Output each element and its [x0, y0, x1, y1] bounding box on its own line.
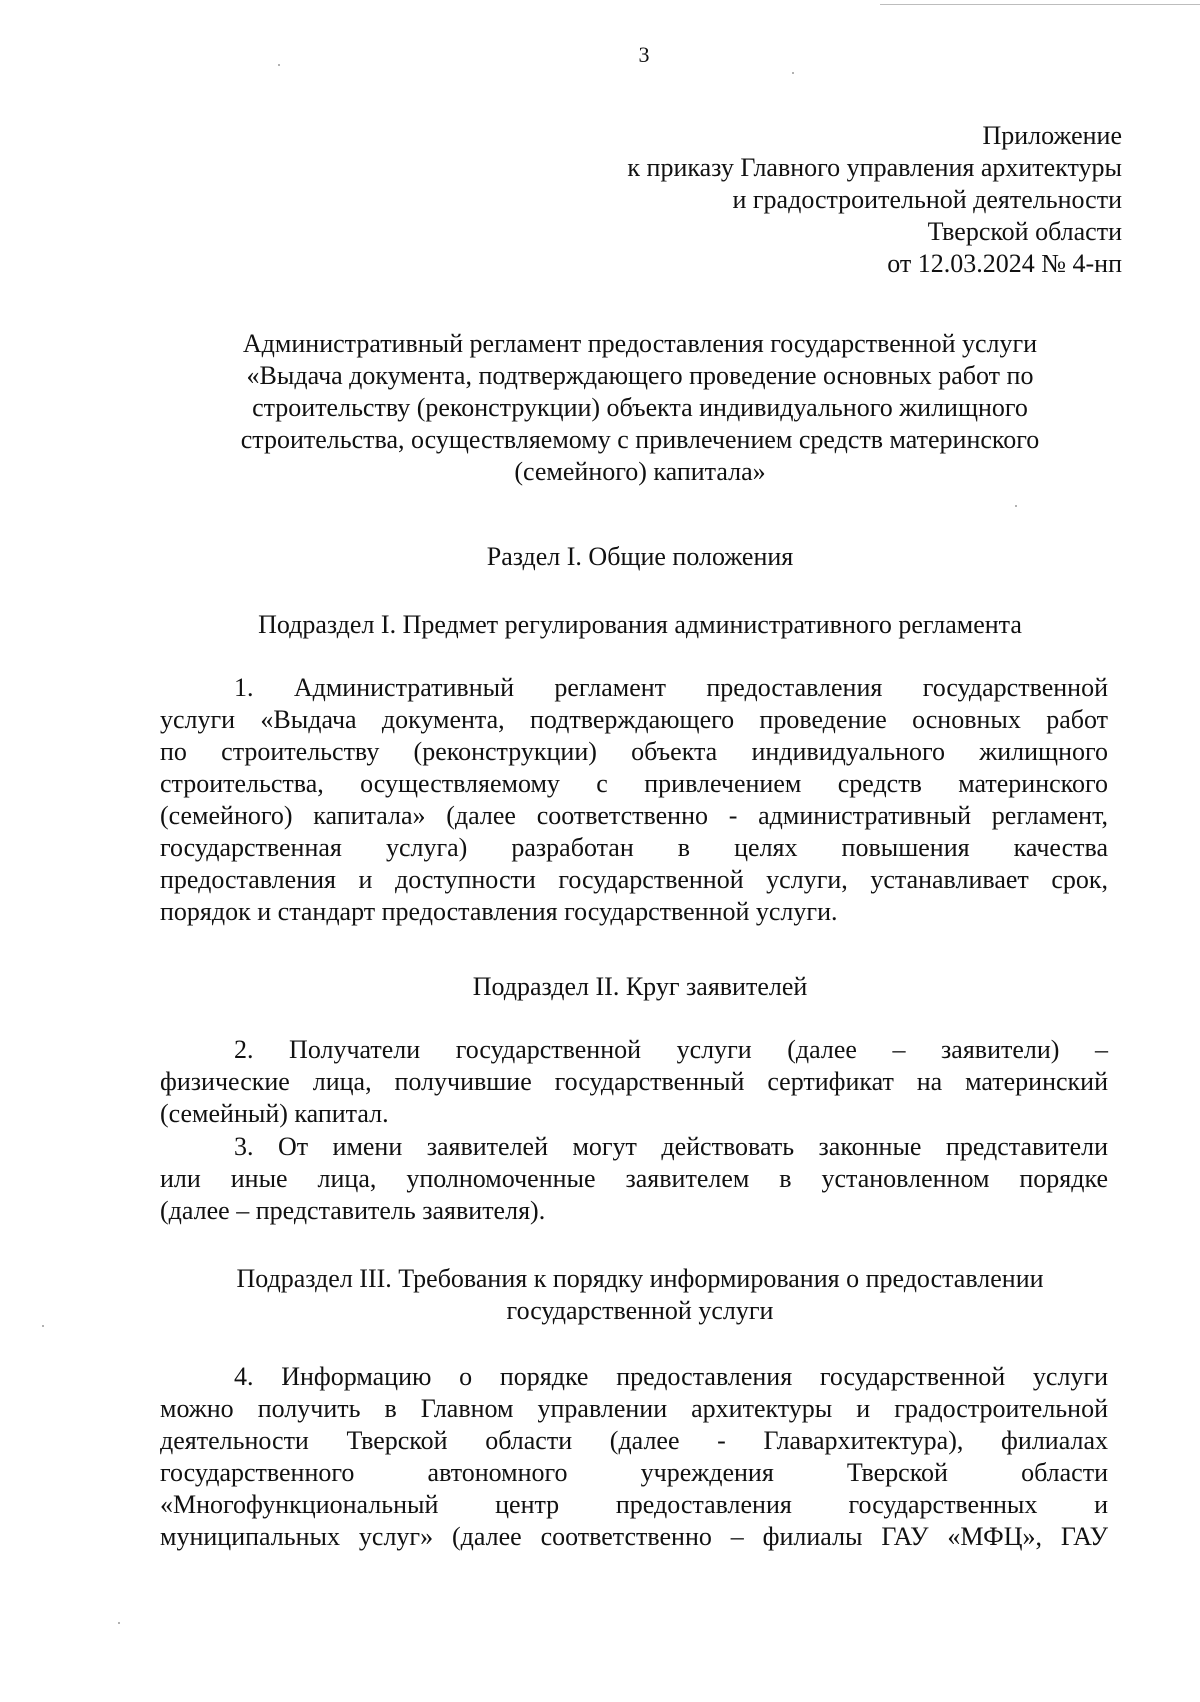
scan-speck [792, 72, 794, 74]
subsection-heading-text: Подраздел II. Круг заявителей [472, 972, 808, 1001]
title-line: (семейного) капитала» [514, 457, 766, 486]
paragraph-line: услуги «Выдача документа, подтверждающего проведение основных работ [160, 705, 1108, 734]
paragraph-line: строительства, осуществляемому с привлечением средств материнского [160, 769, 1108, 798]
title-line: «Выдача документа, подтверждающего проведение основных работ по [246, 361, 1034, 390]
paragraph-line: физические лица, получившие государственный сертификат на материнский [160, 1067, 1108, 1096]
paragraph-4 [160, 1361, 1108, 1553]
paragraph-line: 1. Административный регламент предоставления государственной [234, 673, 1108, 702]
scan-speck [118, 1622, 120, 1624]
appendix-line: и градостроительной деятельности [732, 185, 1122, 214]
paragraph-3 [160, 1131, 1108, 1227]
paragraph-line: (семейного) капитала» (далее соответственно - административный регламент, [160, 801, 1108, 830]
title-line: Административный регламент предоставления государственной услуги [242, 329, 1038, 358]
section-heading-text: Раздел I. Общие положения [486, 542, 794, 571]
appendix-line: от 12.03.2024 № 4-нп [887, 249, 1122, 278]
appendix-header [627, 120, 1122, 280]
scan-speck [42, 1325, 44, 1327]
paragraph-line: «Многофункциональный центр предоставления государственных и [160, 1490, 1108, 1519]
paragraph-line: муниципальных услуг» (далее соответственно – филиалы ГАУ «МФЦ», ГАУ [160, 1522, 1108, 1551]
paragraph-line: по строительству (реконструкции) объекта индивидуального жилищного [160, 737, 1108, 766]
paragraph-line: (далее – представитель заявителя). [160, 1196, 546, 1225]
scan-speck [278, 64, 280, 66]
subsection-heading-text: государственной услуги [506, 1296, 774, 1325]
paragraph-line: 3. От имени заявителей могут действовать законные представители [234, 1132, 1108, 1161]
subsection-heading-text: Подраздел III. Требования к порядку информирования о предоставлении [236, 1264, 1044, 1293]
paragraph-line: предоставления и доступности государственной услуги, устанавливает срок, [160, 865, 1108, 894]
section-heading [160, 541, 1120, 573]
paragraph-line: можно получить в Главном управлении архитектуры и градостроительной [160, 1394, 1108, 1423]
appendix-line: к приказу Главного управления архитектуры [627, 153, 1122, 182]
paragraph-line: или иные лица, уполномоченные заявителем в установленном порядке [160, 1164, 1108, 1193]
paragraph-1 [160, 672, 1108, 928]
title-line: строительства, осуществляемому с привлечением средств материнского [240, 425, 1040, 454]
paragraph-line: государственная услуга) разработан в целях повышения качества [160, 833, 1108, 862]
subsection-heading-1 [160, 609, 1120, 641]
appendix-line: Тверской области [927, 217, 1122, 246]
appendix-line: Приложение [982, 121, 1122, 150]
scan-speck [1015, 505, 1017, 507]
page-number: 3 [638, 42, 650, 67]
subsection-heading-3 [160, 1263, 1120, 1327]
paragraph-line: 2. Получатели государственной услуги (далее – заявители) – [234, 1035, 1108, 1064]
paragraph-line: 4. Информацию о порядке предоставления государственной услуги [234, 1362, 1108, 1391]
paragraph-line: деятельности Тверской области (далее - Главархитектура), филиалах [160, 1426, 1108, 1455]
paragraph-line: порядок и стандарт предоставления государственной услуги. [160, 897, 838, 926]
paragraph-line: (семейный) капитал. [160, 1099, 389, 1128]
title-line: строительству (реконструкции) объекта индивидуального жилищного [252, 393, 1028, 422]
paragraph-2 [160, 1034, 1108, 1130]
scan-edge-line [880, 4, 1200, 5]
paragraph-line: государственного автономного учреждения Тверской области [160, 1458, 1108, 1487]
subsection-heading-2 [160, 971, 1120, 1003]
document-title [160, 328, 1120, 488]
subsection-heading-text: Подраздел I. Предмет регулирования административного регламента [258, 610, 1022, 639]
